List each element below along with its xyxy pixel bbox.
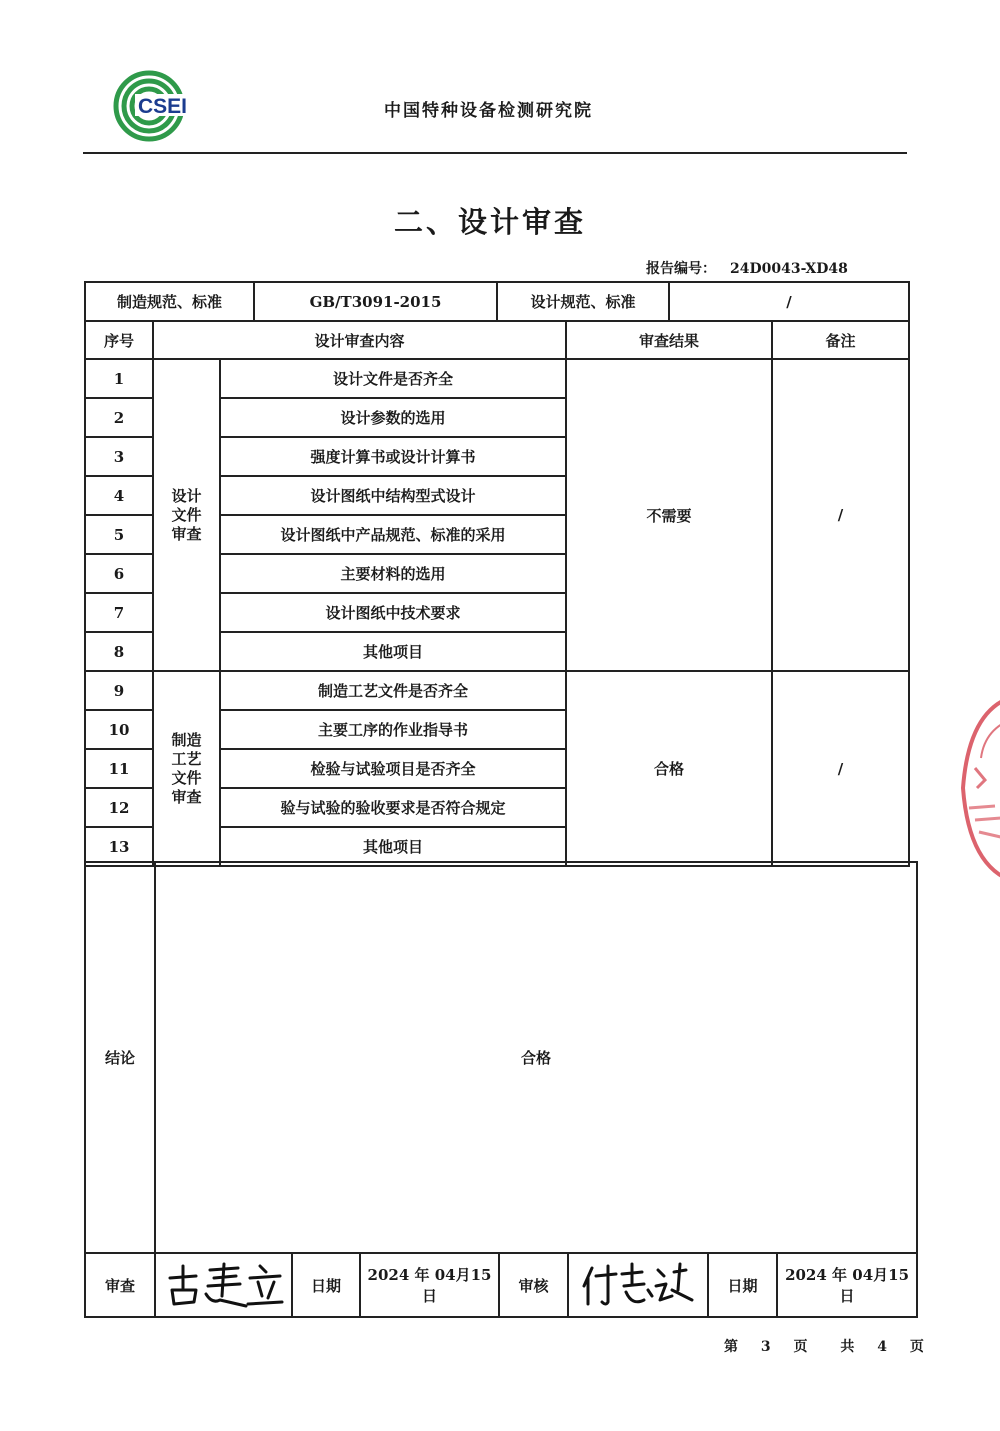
- design-standard-label: 设计规范、标准: [497, 282, 669, 321]
- report-number: [646, 258, 848, 278]
- item-no: 8: [85, 632, 153, 671]
- header-seq: 序号: [85, 321, 153, 359]
- page-title: 二、设计审查: [393, 205, 586, 239]
- reviewer-signature-image: [162, 1260, 286, 1310]
- item-text: 主要工序的作业指导书: [220, 710, 566, 749]
- conclusion-table: [84, 861, 918, 1318]
- page-number: 3: [760, 1339, 771, 1355]
- item-text: 设计文件是否齐全: [220, 359, 566, 398]
- official-stamp: [955, 688, 1000, 888]
- header-divider: [83, 152, 907, 154]
- date-value-1: 2024 年 04月15日: [360, 1253, 499, 1317]
- item-text: 制造工艺文件是否齐全: [220, 671, 566, 710]
- approver-signature: [568, 1253, 708, 1317]
- date-label-2: 日期: [708, 1253, 777, 1317]
- item-text: 设计图纸中技术要求: [220, 593, 566, 632]
- reviewer-signature: [155, 1253, 292, 1317]
- item-text: 其他项目: [220, 632, 566, 671]
- group-label-line: 设计: [171, 486, 202, 505]
- item-no: 12: [85, 788, 153, 827]
- approver-label: 审核: [499, 1253, 568, 1317]
- header-result: 审查结果: [566, 321, 772, 359]
- group-label-line: 文件: [171, 768, 202, 787]
- item-no: 1: [85, 359, 153, 398]
- page-unit: 页: [793, 1339, 808, 1355]
- table-row: [85, 359, 909, 398]
- header-remark: 备注: [772, 321, 909, 359]
- design-standard-value: /: [669, 282, 909, 321]
- item-text: 主要材料的选用: [220, 554, 566, 593]
- group-label-line: 审查: [171, 787, 202, 806]
- report-number-value: 24D0043-XD48: [730, 261, 848, 277]
- standards-table: [84, 281, 910, 322]
- group-result-design: 不需要: [566, 359, 772, 671]
- conclusion-value: 合格: [155, 862, 917, 1253]
- item-text: 设计图纸中结构型式设计: [220, 476, 566, 515]
- conclusion-label: 结论: [85, 862, 155, 1253]
- page-prefix: 第: [724, 1339, 738, 1355]
- reviewer-label: 审查: [85, 1253, 155, 1317]
- group-remark-design: /: [772, 359, 909, 671]
- group-label-line: 文件: [171, 505, 202, 524]
- logo-text: CSEI: [138, 95, 188, 118]
- item-no: 11: [85, 749, 153, 788]
- item-no: 5: [85, 515, 153, 554]
- report-number-label: 报告编号：: [646, 261, 716, 277]
- total-unit: 页: [909, 1339, 924, 1355]
- mfg-standard-value: GB/T3091-2015: [254, 282, 497, 321]
- item-no: 10: [85, 710, 153, 749]
- item-text: 其他项目: [220, 827, 566, 866]
- group-label-line: 审查: [171, 524, 202, 543]
- total-pages: 4: [877, 1339, 887, 1355]
- item-no: 4: [85, 476, 153, 515]
- date-label-1: 日期: [292, 1253, 360, 1317]
- mfg-standard-label: 制造规范、标准: [85, 282, 254, 321]
- header-content: 设计审查内容: [153, 321, 566, 359]
- date-value-2: 2024 年 04月15日: [777, 1253, 917, 1317]
- total-prefix: 共: [840, 1339, 855, 1355]
- item-text: 验与试验的验收要求是否符合规定: [220, 788, 566, 827]
- review-table: [84, 320, 910, 867]
- item-no: 13: [85, 827, 153, 866]
- item-text: 设计图纸中产品规范、标准的采用: [220, 515, 566, 554]
- item-text: 检验与试验项目是否齐全: [220, 749, 566, 788]
- item-no: 2: [85, 398, 153, 437]
- group-label-line: 制造: [171, 730, 202, 749]
- page-footer: [724, 1336, 924, 1356]
- table-row: [85, 671, 909, 710]
- item-no: 7: [85, 593, 153, 632]
- org-name: 中国特种设备检测研究院: [384, 101, 593, 121]
- item-no: 3: [85, 437, 153, 476]
- group-result-process: 合格: [566, 671, 772, 866]
- group-remark-process: /: [772, 671, 909, 866]
- item-no: 9: [85, 671, 153, 710]
- item-text: 设计参数的选用: [220, 398, 566, 437]
- item-text: 强度计算书或设计计算书: [220, 437, 566, 476]
- group-label-design: [153, 359, 220, 671]
- item-no: 6: [85, 554, 153, 593]
- approver-signature-image: [578, 1260, 698, 1310]
- group-label-line: 工艺: [171, 749, 202, 768]
- csei-logo: [113, 70, 203, 142]
- group-label-process: [153, 671, 220, 866]
